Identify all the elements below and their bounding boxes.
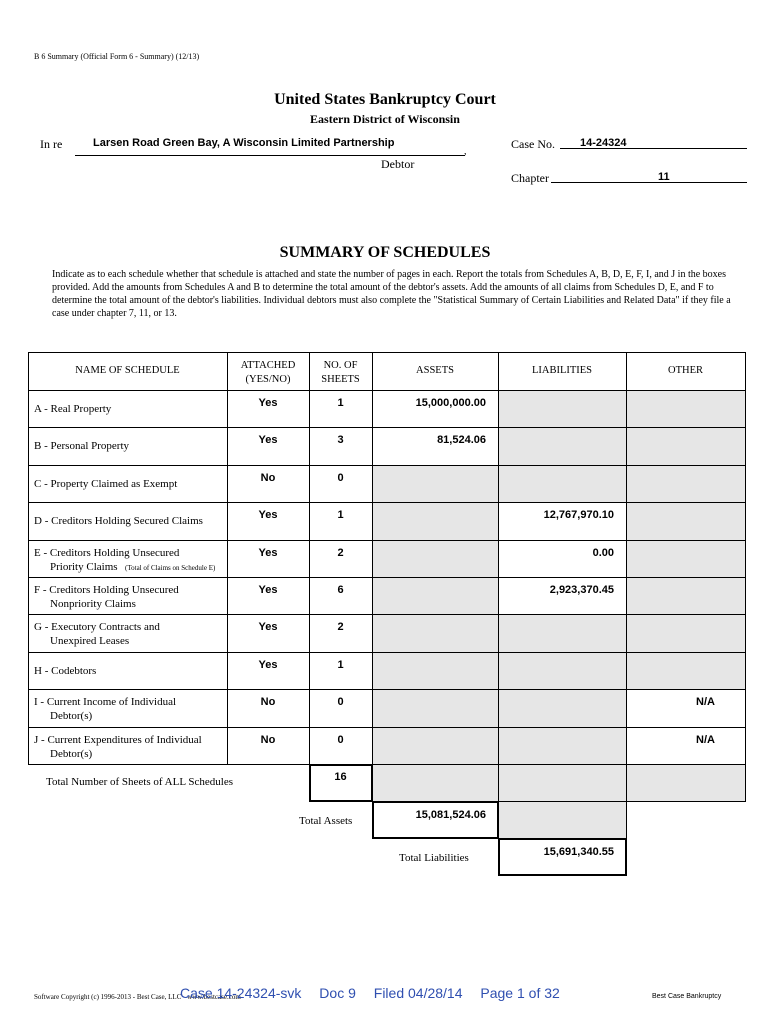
row-liabilities-cell	[498, 577, 627, 615]
row-attached-cell	[227, 652, 310, 690]
row-sheets-cell	[309, 577, 373, 615]
debtor-comma: ,	[464, 146, 467, 157]
row-sheets-cell	[309, 652, 373, 690]
case-number-underline	[560, 148, 747, 149]
header-sheets-2: SHEETS	[321, 374, 360, 385]
schedule-name: J - Current Expenditures of Individual	[34, 734, 202, 746]
sheets-value: 2	[337, 621, 344, 633]
row-attached-cell	[227, 390, 310, 428]
total-liabilities-label: Total Liabilities	[399, 852, 469, 864]
case-number-value: 14-24324	[580, 137, 627, 149]
header-attached-yesno: (YES/NO)	[245, 374, 291, 385]
attached-value: Yes	[258, 397, 278, 409]
sheets-value: 1	[337, 397, 344, 409]
sheets-value: 6	[337, 584, 344, 596]
row-assets-cell	[372, 465, 499, 503]
sheets-value: 0	[337, 472, 344, 484]
debtor-underline	[75, 155, 465, 156]
row-assets-cell	[372, 540, 499, 578]
stamp-doc: Doc 9	[319, 985, 356, 1001]
sheets-value: 0	[337, 696, 344, 708]
attached-value: Yes	[258, 509, 278, 521]
total-row-shade	[498, 801, 627, 839]
case-number-label: Case No.	[511, 137, 555, 151]
sheets-value: 3	[337, 434, 344, 446]
schedule-name-line2: Priority Claims	[50, 561, 118, 573]
row-other-cell	[626, 390, 746, 428]
row-liabilities-cell	[498, 614, 627, 653]
chapter-label: Chapter	[511, 171, 549, 185]
total-row-shade	[498, 764, 627, 802]
debtor-name: Larsen Road Green Bay, A Wisconsin Limited Partnership	[93, 137, 395, 149]
liabilities-value: 2,923,370.45	[549, 584, 614, 596]
attached-value: Yes	[258, 659, 278, 671]
row-assets-cell	[372, 652, 499, 690]
schedule-name-line2: Unexpired Leases	[50, 635, 130, 647]
attached-value: Yes	[258, 621, 278, 633]
total-liabilities-value: 15,691,340.55	[543, 846, 614, 858]
in-re-label: In re	[40, 137, 63, 151]
other-value: N/A	[696, 696, 715, 708]
row-other-cell	[626, 427, 746, 466]
row-attached-cell	[227, 689, 310, 728]
row-assets-cell	[372, 502, 499, 541]
debtor-label: Debtor	[381, 157, 415, 171]
row-sheets-cell	[309, 465, 373, 503]
row-liabilities-cell	[498, 727, 627, 765]
row-sheets-cell	[309, 427, 373, 466]
row-attached-cell	[227, 577, 310, 615]
row-sheets-cell	[309, 540, 373, 578]
sheets-value: 1	[337, 509, 344, 521]
schedule-name: E - Creditors Holding Unsecured	[34, 547, 180, 559]
chapter-underline	[551, 182, 747, 183]
attached-value: Yes	[258, 547, 278, 559]
total-sheets-box	[309, 764, 373, 802]
row-other-cell	[626, 577, 746, 615]
sheets-value: 2	[337, 547, 344, 559]
liabilities-value: 12,767,970.10	[543, 509, 614, 521]
row-liabilities-cell	[498, 540, 627, 578]
total-row-shade	[372, 764, 499, 802]
row-liabilities-cell	[498, 689, 627, 728]
row-attached-cell	[227, 502, 310, 541]
row-attached-cell	[227, 540, 310, 578]
total-row-shade	[626, 764, 746, 802]
row-assets-cell	[372, 427, 499, 466]
attached-value: Yes	[258, 584, 278, 596]
row-assets-cell	[372, 390, 499, 428]
other-value: N/A	[696, 734, 715, 746]
row-other-cell	[626, 689, 746, 728]
row-attached-cell	[227, 614, 310, 653]
row-liabilities-cell	[498, 652, 627, 690]
court-filing-stamp	[180, 985, 574, 1001]
attached-value: No	[260, 734, 276, 746]
sheets-value: 0	[337, 734, 344, 746]
schedule-name: C - Property Claimed as Exempt	[34, 478, 178, 490]
row-assets-cell	[372, 689, 499, 728]
form-identifier: B 6 Summary (Official Form 6 - Summary) (12/13)	[34, 52, 200, 61]
row-other-cell	[626, 652, 746, 690]
footer-copyright: Software Copyright (c) 1996-2013 - Best Case, LLC - www.bestcase.com	[34, 993, 241, 1001]
row-liabilities-cell	[498, 465, 627, 503]
row-sheets-cell	[309, 390, 373, 428]
header-name: NAME OF SCHEDULE	[75, 365, 180, 376]
row-assets-cell	[372, 577, 499, 615]
total-assets-label: Total Assets	[299, 815, 353, 827]
total-sheets-value: 16	[334, 771, 347, 783]
stamp-page: Page 1 of 32	[480, 985, 560, 1001]
sheets-value: 1	[337, 659, 344, 671]
schedule-name-line2: Debtor(s)	[50, 710, 93, 722]
row-other-cell	[626, 465, 746, 503]
row-attached-cell	[227, 727, 310, 765]
schedule-name: A - Real Property	[34, 403, 112, 415]
header-attached: ATTACHED	[240, 360, 296, 371]
footer-brand: Best Case Bankruptcy	[652, 993, 722, 1000]
attached-value: Yes	[258, 434, 278, 446]
instructions-paragraph: Indicate as to each schedule whether that schedule is attached and state the number of pages in each. Report the totals from Schedules A, B, D, E, F, I, and J in the boxes provided. Add the amounts from Schedules A and B to determine the total amount of the debtor's assets. Add the amounts of all claims from Schedules D, E, and F to determine the total amount of the debtor's liabilities. Individual debtors must also complete the "Statistical Summary of Certain Liabilities and Related Data" if they file a case under chapter 7, 11, or 13.	[52, 269, 731, 319]
schedule-name: D - Creditors Holding Secured Claims	[34, 515, 203, 527]
header-liabilities: LIABILITIES	[531, 365, 593, 376]
row-other-cell	[626, 727, 746, 765]
schedule-name: G - Executory Contracts and	[34, 621, 160, 633]
row-other-cell	[626, 502, 746, 541]
header-assets: ASSETS	[416, 365, 454, 376]
stamp-case: Case 14-24324-svk	[180, 985, 302, 1001]
row-liabilities-cell	[498, 390, 627, 428]
row-other-cell	[626, 614, 746, 653]
schedule-name: F - Creditors Holding Unsecured	[34, 584, 179, 596]
row-liabilities-cell	[498, 427, 627, 466]
total-assets-value: 15,081,524.06	[415, 809, 486, 821]
row-sheets-cell	[309, 689, 373, 728]
row-attached-cell	[227, 465, 310, 503]
header-sheets: NO. OF	[323, 360, 358, 371]
attached-value: No	[260, 696, 276, 708]
row-liabilities-cell	[498, 502, 627, 541]
schedule-name-line2: Debtor(s)	[50, 748, 93, 760]
schedule-name-line2: Nonpriority Claims	[50, 598, 136, 610]
row-attached-cell	[227, 427, 310, 466]
row-sheets-cell	[309, 727, 373, 765]
row-assets-cell	[372, 727, 499, 765]
row-assets-cell	[372, 614, 499, 653]
schedule-name: B - Personal Property	[34, 440, 130, 452]
assets-value: 81,524.06	[437, 434, 486, 446]
row-sheets-cell	[309, 502, 373, 541]
district-name: Eastern District of Wisconsin	[310, 112, 460, 126]
chapter-value: 11	[658, 171, 670, 183]
row-other-cell	[626, 540, 746, 578]
assets-value: 15,000,000.00	[415, 397, 486, 409]
total-sheets-label: Total Number of Sheets of ALL Schedules	[46, 776, 234, 788]
schedule-name: I - Current Income of Individual	[34, 696, 177, 708]
court-title: United States Bankruptcy Court	[274, 91, 496, 108]
attached-value: No	[260, 472, 276, 484]
liabilities-value: 0.00	[592, 547, 614, 559]
schedule-name: H - Codebtors	[34, 665, 97, 677]
stamp-filed: Filed 04/28/14	[373, 985, 463, 1001]
header-other: OTHER	[668, 365, 703, 376]
schedule-note: (Total of Claims on Schedule E)	[125, 564, 216, 572]
summary-title: SUMMARY OF SCHEDULES	[279, 244, 491, 261]
row-sheets-cell	[309, 614, 373, 653]
